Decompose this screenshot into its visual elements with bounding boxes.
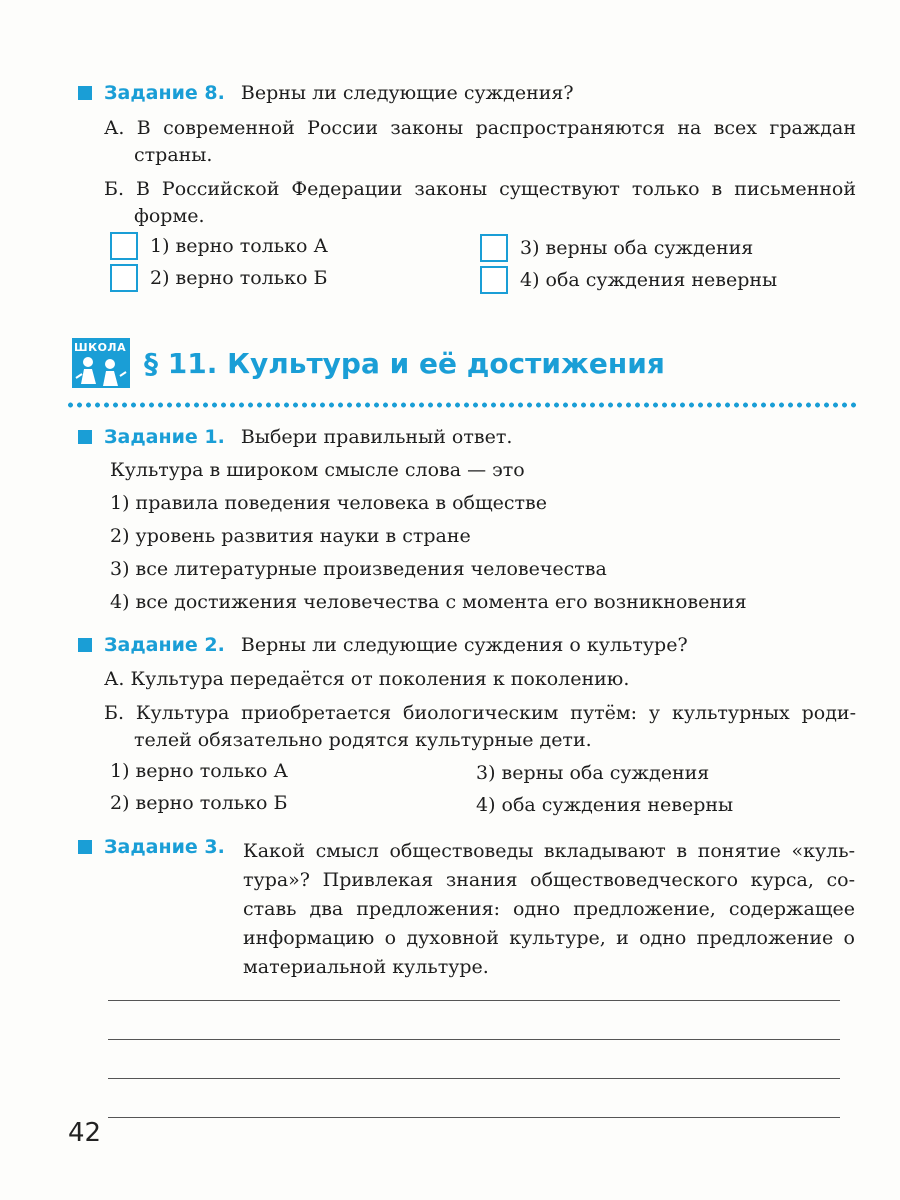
task8-option-1: 1) верно только А bbox=[150, 235, 328, 257]
task1-option-4: 4) все достижения человечества с момента его возникновения bbox=[110, 591, 747, 613]
task3-text-line2: тура»? Привлекая знания обществоведческого курса, со- bbox=[243, 869, 855, 891]
answer-writing-line-2[interactable] bbox=[108, 1039, 840, 1040]
section-title: § 11. Культура и её достижения bbox=[144, 346, 665, 380]
school-children-icon bbox=[72, 354, 130, 388]
task2-option-2: 2) верно только Б bbox=[110, 792, 288, 814]
square-bullet-icon bbox=[78, 430, 92, 444]
task1-label: Задание 1. bbox=[104, 426, 225, 448]
task2-option-3: 3) верны оба суждения bbox=[476, 762, 710, 784]
task2-label: Задание 2. bbox=[104, 634, 225, 656]
task2-question: Верны ли следующие суждения о культуре? bbox=[240, 634, 688, 656]
task8-statement-b-line1: Б. В Российской Федерации законы существуют только в письменной bbox=[104, 178, 856, 200]
task8-header bbox=[78, 82, 574, 104]
task8-label: Задание 8. bbox=[104, 82, 225, 104]
square-bullet-icon bbox=[78, 840, 92, 854]
task2-statement-b-line2: телей обязательно родятся культурные дети. bbox=[134, 729, 592, 751]
task2-statement-b-line1: Б. Культура приобретается биологическим путём: у культурных роди- bbox=[104, 702, 856, 724]
dotted-divider bbox=[66, 402, 856, 408]
task3-text-line4: информацию о духовной культуре, и одно предложение о bbox=[243, 927, 855, 949]
answer-writing-line-3[interactable] bbox=[108, 1078, 840, 1079]
task8-answer-checkbox-4[interactable] bbox=[480, 266, 508, 294]
task8-option-3: 3) верны оба суждения bbox=[520, 237, 754, 259]
section-heading bbox=[72, 338, 665, 388]
task2-option-4: 4) оба суждения неверны bbox=[476, 794, 734, 816]
school-logo-icon bbox=[72, 338, 130, 388]
task8-answer-checkbox-1[interactable] bbox=[110, 232, 138, 260]
task8-statement-a-line1: А. В современной России законы распространяются на всех граждан bbox=[104, 117, 856, 139]
page-number: 42 bbox=[68, 1118, 102, 1148]
task8-option-2: 2) верно только Б bbox=[150, 267, 328, 289]
task8-option-4: 4) оба суждения неверны bbox=[520, 269, 778, 291]
task1-stem: Культура в широком смысле слова — это bbox=[110, 459, 525, 481]
task3-text-line5: материальной культуре. bbox=[243, 956, 489, 978]
task8-answer-checkbox-2[interactable] bbox=[110, 264, 138, 292]
task8-statement-b-line2: форме. bbox=[134, 205, 205, 227]
task3-text-line1: Какой смысл обществоведы вкладывают в понятие «куль- bbox=[243, 840, 855, 862]
task3-header bbox=[78, 836, 225, 858]
task2-option-1: 1) верно только А bbox=[110, 760, 288, 782]
answer-writing-line-4[interactable] bbox=[108, 1117, 840, 1118]
square-bullet-icon bbox=[78, 638, 92, 652]
task3-text-line3: ставь два предложения: одно предложение, содержащее bbox=[243, 898, 855, 920]
task2-header bbox=[78, 634, 688, 656]
task8-question: Верны ли следующие суждения? bbox=[240, 82, 574, 104]
task1-option-3: 3) все литературные произведения человечества bbox=[110, 558, 607, 580]
task1-option-2: 2) уровень развития науки в стране bbox=[110, 525, 471, 547]
task3-label: Задание 3. bbox=[104, 836, 225, 858]
task2-statement-a: А. Культура передаётся от поколения к поколению. bbox=[104, 668, 630, 690]
task1-option-1: 1) правила поведения человека в обществе bbox=[110, 492, 547, 514]
task1-question: Выбери правильный ответ. bbox=[240, 426, 513, 448]
task1-header bbox=[78, 426, 512, 448]
school-logo-label: ШКОЛА bbox=[74, 341, 127, 354]
task8-answer-checkbox-3[interactable] bbox=[480, 234, 508, 262]
square-bullet-icon bbox=[78, 86, 92, 100]
answer-writing-line-1[interactable] bbox=[108, 1000, 840, 1001]
task8-statement-a-line2: страны. bbox=[134, 144, 213, 166]
